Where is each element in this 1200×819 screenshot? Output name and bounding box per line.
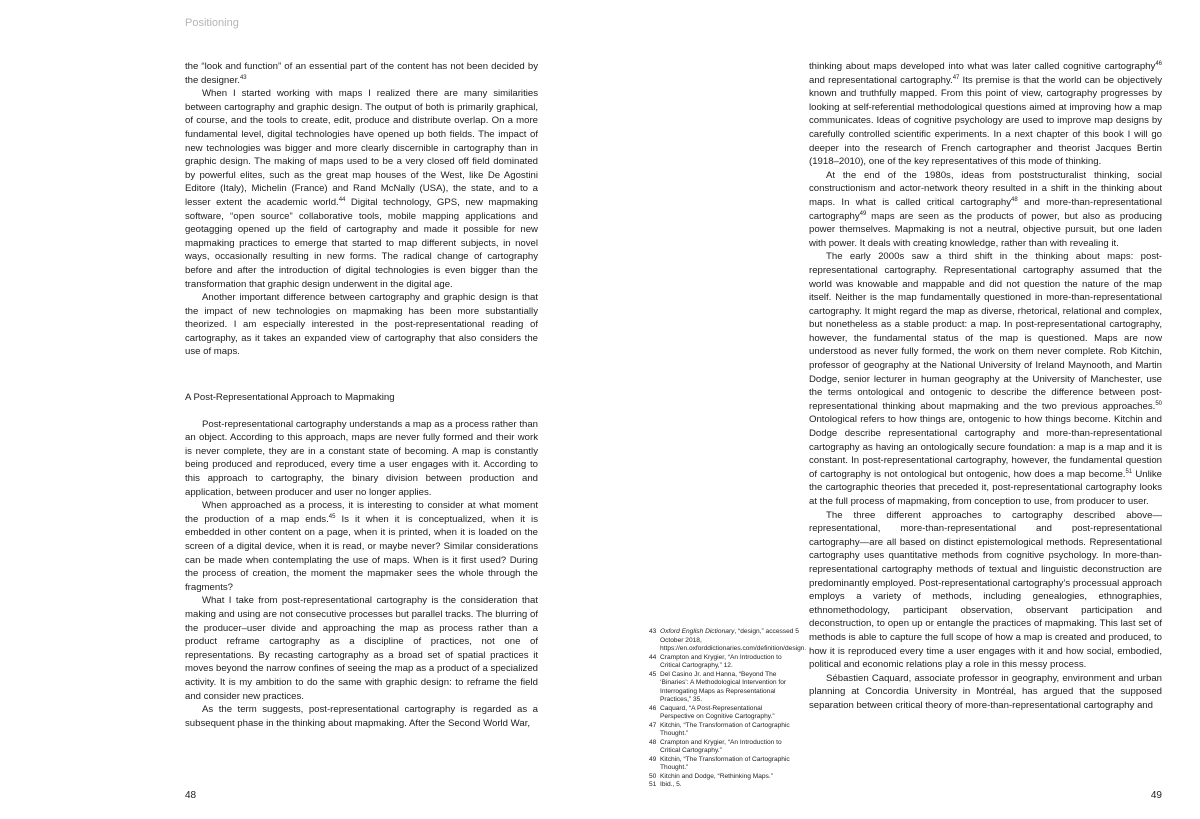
footnote-item [649,739,797,756]
footnote-number: 43 [649,628,657,635]
paragraph-text: Its premise is that the world can be objectively known and truthfully mapped. From this point of view, cartography progresses by looking at self-referential methodological questions aimed at improving how a map communicates. Ideas of cognitive psychology are used to improve map designs by carefully controlled scientific experiments. In a next chapter of this book I will go deeper into the research of French cartographer and theorist Jacques Bertin (1918–2010), one of the key representatives of this mode of thinking. [809,74,1162,168]
footnote-ref: 50 [1155,400,1162,407]
footnote-text: Ibid., 5. [660,781,682,788]
footnote-item [649,756,797,773]
body-paragraph [809,169,1162,251]
body-paragraph [185,703,538,730]
footnote-text: Crampton and Krygier, “An Introduction to Critical Cartography,” 12. [660,653,782,669]
paragraph-text: maps are seen as the products of power, but also as producing power themselves. Mapmaking is not a neutral, objective pursuit, but one laden with power. It deals with creating knowledge, rather than with revealing it. [809,210,1162,249]
paragraph-text: and representational cartography. [809,74,953,86]
footnote-text: Kitchin, “The Transformation of Cartographic Thought.” [660,721,790,737]
footnote-number: 47 [649,721,657,729]
footnote-text: Kitchin and Dodge, “Rethinking Maps.” [660,772,773,780]
paragraph-text: When approached as a process, it is interesting to consider at what moment the production of a map ends. [185,500,538,525]
footnote-number: 49 [649,755,657,763]
paragraph-text: Is it when it is conceptualized, when it is embedded in other content on a page, when it is printed, when it is loaded on the screen of a digital device, when it is read, or maybe never? Similar considerations can be made when contemplating the use of maps. When is it first used? During the process of creation, the moment the mapmaker sees the whole through the fragments? [185,513,538,593]
left-section-paragraphs [185,418,538,731]
paragraph-text: Sébastien Caquard, associate professor in geography, environment and urban planning at Concordia University in Montréal, has argued that the supposed separation between critical theory of more-than-representational cartography and [809,672,1162,711]
footnotes [649,628,807,790]
footnote-number: 44 [649,653,657,661]
paragraph-text: Digital technology, GPS, new mapmaking software, “open source” collaborative tools, mobile mapping applications and geotagging opened up the field of cartography and made it possible for new mapmaking practices to emerge that started to map different subjects, in novel ways, occasionally resulting in new forms. The radical change of cartography before and after the introduction of digital technologies is even bigger than the transformation that graphic design underwent in the digital age. [185,196,538,290]
paragraph-text: Another important difference between cartography and graphic design is that the impact of new technologies on mapmaking has been more substantially theorized. I am especially interested in the post-representational reading of cartography, as it takes an expanded view of cartography that also considers the use of maps. [185,292,538,358]
paragraph-text: Post-representational cartography understands a map as a process rather than an object. According to this approach, maps are never fully formed and their work is never complete, they are in a constant state of becoming. A map is constantly being produced and reproduced, every time a user engages with it. According to this approach to cartography, the binary division between production and application, between producer and user no longer applies. [185,418,538,498]
paragraph-text: As the term suggests, post-representational cartography is regarded as a subsequent phase in the thinking about mapmaking. After the Second World War, [185,704,538,729]
paragraph-text: the “look and function” of an essential part of the content has not been decided by the designer. [185,61,538,86]
footnote-ref: 51 [1125,468,1133,475]
paragraph-text: thinking about maps developed into what was later called cognitive cartography [809,61,1156,72]
section-heading: A Post-Representational Approach to Mapmaking [185,392,395,404]
paragraph-text: When I started working with maps I realized there are many similarities between cartography and graphic design. The output of both is primarily graphical, of course, and the tools to create, edit, produce and distribute overlap. On a more fundamental level, digital technologies have opened up both fields. The impact of new technologies was bigger and more clearly discernible in cartography than in graphic design. The making of maps used to be a very closed off field dominated by powerful elites, such as the great map houses of the West, like De Agostini Editore (Italy), Michelin (France) and Rand McNally (USA), the state, and to a lesser extent the academic world. [185,88,538,208]
footnote-item [649,773,797,782]
footnote-item [649,781,797,790]
paragraph-text: The three different approaches to cartography described above—representational, more-than-representational and post-representational cartography—are all based on distinct epistemological methods. Representational cartography uses quantitative methods from cognitive psychology. In more-than-representational cartography methods of textual and linguistic deconstruction are predominantly employed. Post-representational cartography’s processual approach employs a variety of methods, including genealogies, ethnographies, ethnomethodology, participant observation, observant participation and deconstruction, to open up or entangle the practices of mapmaking. This last set of methods is able to capture the full scope of how a map is created and produced, to how it is reproduced every time a user engages with it and how social, embodied, political and economic relations play a role in this messy process. [809,509,1162,671]
body-paragraph [185,499,538,594]
footnote-item [649,722,797,739]
footnote-number: 45 [649,670,657,678]
footnote-ref: 48 [1011,196,1018,203]
footnote-ref: 47 [952,74,960,81]
body-paragraph [185,291,538,359]
footnote-text: Kitchin, “The Transformation of Cartographic Thought.” [660,755,790,771]
footnote-ref: 45 [328,513,336,520]
paragraph-text: Ontological refers to how things are, ontogenic to how things become. Kitchin and Dodge describe representational cartography and more-than-representational cartography as having an ontologically secure foundation: a map is a map and it is constant. In post-representational cartography, however, the fundamental question of cartography is not ontological but ontogenic, how does a map become. [809,414,1162,480]
footnote-item [649,628,807,654]
footnote-item [649,705,797,722]
paragraph-text: Unlike the cartographic theories that preceded it, post-representational cartography looks at the full process of mapmaking, from conception to use, from producer to user. [809,468,1162,507]
body-paragraph [809,672,1162,713]
footnote-number: 48 [649,738,657,746]
paragraph-text: The early 2000s saw a third shift in the thinking about maps: post-representational cartography. Representational cartography assumed that the world was knowable and mappable and did not question the nature of the map itself. Neither is the map fundamentally questioned in more-than-representational cartography. It might regard the map as diverse, rhetorical, relational and complex, but nonetheless as a stable product: a map. In post-representational cartography, however, the fundamental status of the map is questioned. Maps are now understood as never fully formed, the work on them never complete. Rob Kitchin, professor of geography at the National University of Ireland Maynooth, and Martin Dodge, senior lecturer in human geography at the University of Manchester, use the terms ontological and ontogenic to describe the difference between post-representational thinking about mapmaking and the two previous approaches. [809,251,1162,412]
body-paragraph [809,60,1162,169]
footnote-item [649,654,797,671]
footnote-ref: 49 [859,210,867,217]
left-column [185,60,538,730]
running-head: Positioning [185,17,239,29]
page-number-left: 48 [185,790,197,801]
footnote-text: Caquard, “A Post-Representational Perspective on Cognitive Cartography.” [660,704,775,720]
left-intro-paragraphs [185,60,538,359]
body-paragraph [185,594,538,703]
footnote-text: Del Casino Jr. and Hanna, “Beyond The ‘Binaries’: A Methodological Intervention for Interrogating Maps as Representational Practices,” 35. [660,670,787,703]
paragraph-text: and more-than-representational cartography [809,196,1162,222]
right-column [809,60,1162,713]
footnote-ref: 43 [239,74,247,81]
body-paragraph [185,60,538,87]
footnote-item [649,671,797,705]
footnote-ref: 44 [338,196,346,203]
footnote-number: 51 [649,781,657,788]
body-paragraph [809,250,1162,508]
footnote-text: Oxford English Dictionary, “design,” accessed 5 October 2018, https://en.oxforddictionaries.com/definition/design. [660,628,807,652]
footnote-title: Oxford English Dictionary [660,628,735,635]
footnote-text: Crampton and Krygier, “An Introduction to Critical Cartography.” [660,738,782,754]
footnote-ref: 46 [1155,60,1162,67]
page-number-right: 49 [1150,790,1162,801]
paragraph-text: What I take from post-representational cartography is the consideration that making and using are not consecutive processes but parallel tracks. The blurring of the producer–user divide and approaching the map as process rather than a product reframe cartography as a discipline of practices, not one of representations. By recasting cartography as a broad set of spatial practices it moves beyond the narrow confines of seeing the map as a product of a specialized activity. It is my ambition to do the same with graphic design: to reframe the field and consider new practices. [185,595,538,702]
footnote-number: 46 [649,704,657,712]
paragraph-text: At the end of the 1980s, ideas from poststructuralist thinking, social constructionism and actor-network theory resulted in a shift in the thinking about maps. In what is called critical cartography [809,169,1162,208]
body-paragraph [809,509,1162,672]
footnote-number: 50 [649,772,657,780]
body-paragraph [185,418,538,500]
body-paragraph [185,87,538,291]
